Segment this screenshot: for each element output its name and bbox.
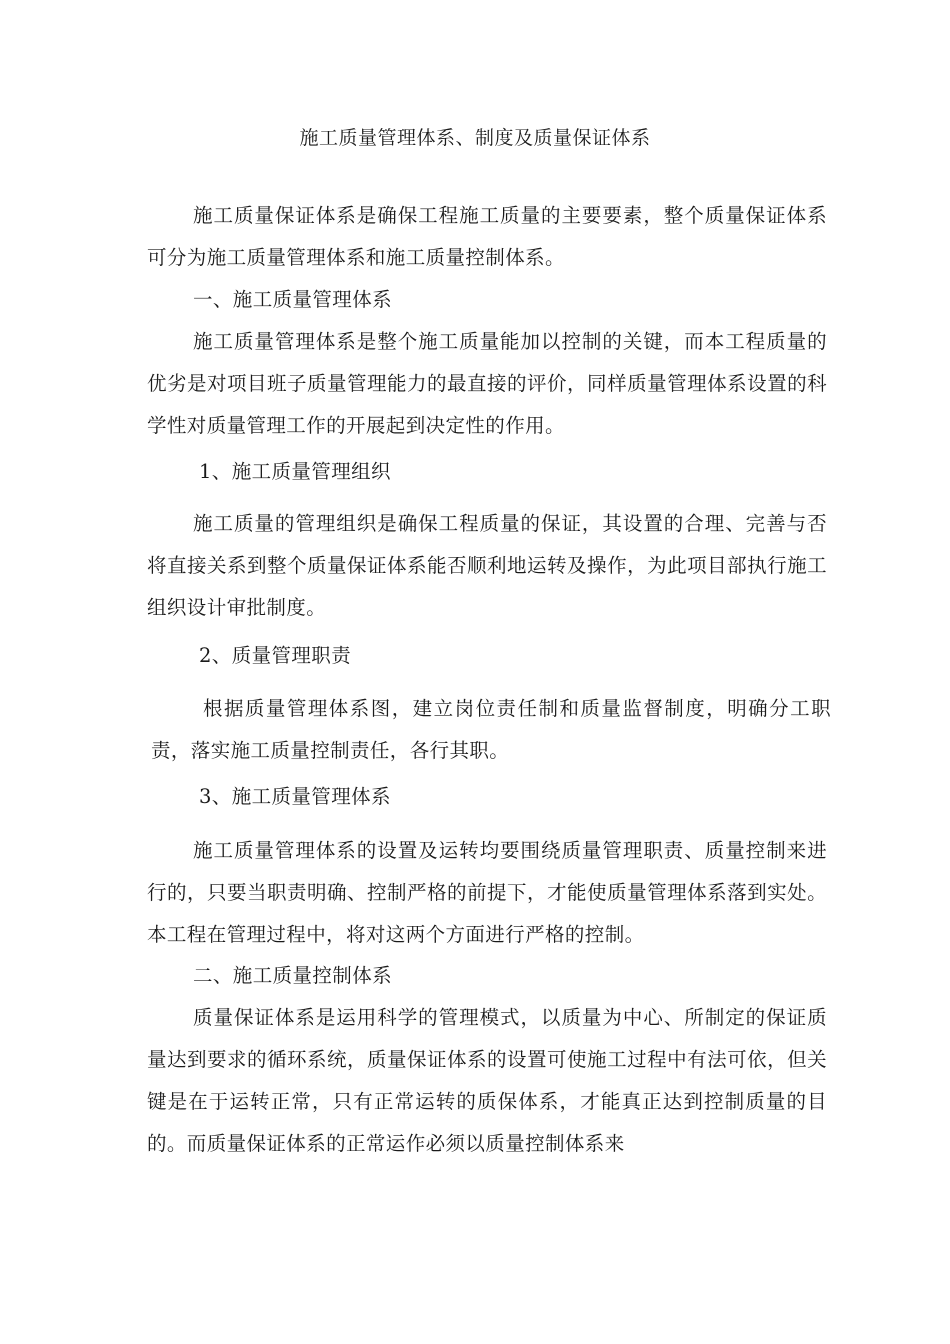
subsection2-heading: 2、质量管理职责: [199, 644, 352, 667]
document-title: 施工质量管理体系、制度及质量保证体系: [299, 127, 651, 149]
section1-paragraph: 施工质量管理体系是整个施工质量能加以控制的关键，而本工程质量的优劣是对项目班子质量管理能力的最直接的评价，同样质量管理体系设置的科学性对质量管理工作的开展起到决定性的作用。: [147, 330, 827, 437]
intro-paragraph: 施工质量保证体系是确保工程施工质量的主要要素，整个质量保证体系可分为施工质量管理体系和施工质量控制体系。: [147, 204, 827, 269]
subsection1-paragraph: 施工质量的管理组织是确保工程质量的保证，其设置的合理、完善与否将直接关系到整个质量保证体系能否顺利地运转及操作，为此项目部执行施工组织设计审批制度。: [147, 512, 827, 619]
section1-heading: 一、施工质量管理体系: [193, 288, 393, 311]
subsection3-heading: 3、施工质量管理体系: [199, 785, 391, 808]
subsection2-paragraph: 根据质量管理体系图，建立岗位责任制和质量监督制度，明确分工职责，落实施工质量控制责任，各行其职。: [151, 697, 831, 762]
section2-paragraph: 质量保证体系是运用科学的管理模式，以质量为中心、所制定的保证质量达到要求的循环系统，质量保证体系的设置可使施工过程中有法可依，但关键是在于运转正常，只有正常运转的质保体系，才能真正达到控制质量的目的。而质量保证体系的正常运作必须以质量控制体系来: [147, 1006, 827, 1155]
subsection3-paragraph: 施工质量管理体系的设置及运转均要围绕质量管理职责、质量控制来进行的，只要当职责明确、控制严格的前提下，才能使质量管理体系落到实处。本工程在管理过程中，将对这两个方面进行严格的控制。: [147, 839, 827, 946]
subsection1-heading: 1、施工质量管理组织: [199, 460, 391, 483]
section2-heading: 二、施工质量控制体系: [193, 964, 393, 987]
